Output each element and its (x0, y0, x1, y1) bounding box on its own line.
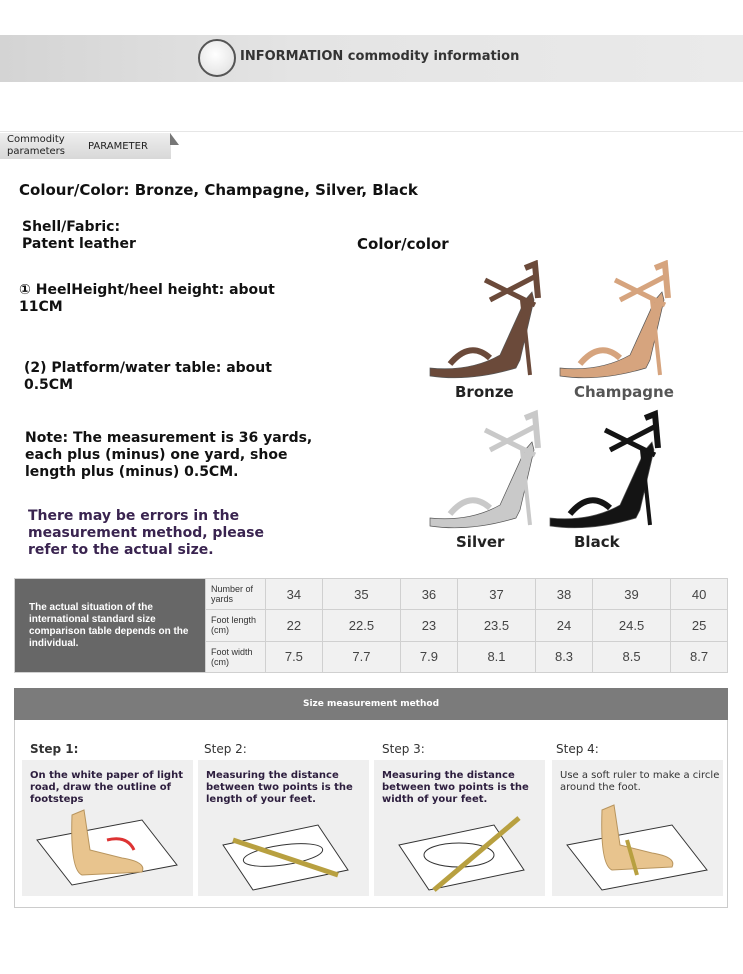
foot-circumference-illustration (552, 800, 723, 896)
cell: 40 (671, 579, 728, 610)
cell: 7.9 (401, 641, 458, 672)
cell: 39 (592, 579, 670, 610)
table-row (15, 579, 728, 610)
row-header: Foot length (cm) (206, 610, 266, 641)
spec-shell-label: Shell/Fabric: (22, 219, 121, 235)
cell: 24.5 (592, 610, 670, 641)
cell: 24 (536, 610, 593, 641)
color-label-black: Black (574, 533, 620, 551)
step-3-card (374, 760, 545, 896)
size-table-note: The actual situation of the international standard size comparison table depends on the individual. (15, 579, 206, 673)
foot-outline-illustration (22, 800, 193, 896)
spec-note: Note: The measurement is 36 yards, each plus (minus) one yard, shoe length plus (minus) 0.5CM. (25, 430, 313, 480)
cell: 8.7 (671, 641, 728, 672)
row-header: Foot width (cm) (206, 641, 266, 672)
cell: 23 (401, 610, 458, 641)
spec-errors: There may be errors in the measurement method, please refer to the actual size. (28, 508, 265, 558)
color-label-champagne: Champagne (574, 383, 674, 401)
cell: 8.3 (536, 641, 593, 672)
row-header: Number of yards (206, 579, 266, 610)
cell: 23.5 (457, 610, 535, 641)
step-3-text: Measuring the distance between two points is the width of your feet. (382, 770, 529, 805)
step-1-card (22, 760, 193, 896)
step-4-text: Use a soft ruler to make a circle around the foot. (560, 770, 720, 793)
cell: 22.5 (322, 610, 400, 641)
step-2-text: Measuring the distance between two points is the length of your feet. (206, 770, 353, 805)
cell: 36 (401, 579, 458, 610)
foot-length-illustration (198, 800, 369, 896)
cell: 7.5 (266, 641, 323, 672)
color-label-silver: Silver (456, 533, 505, 551)
circle-icon (198, 39, 236, 77)
color-label-bronze: Bronze (455, 383, 514, 401)
cell: 37 (457, 579, 535, 610)
size-table (14, 578, 728, 673)
tab-tag: PARAMETER (88, 141, 148, 152)
header-title: INFORMATION commodity information (240, 49, 520, 64)
step-4-label: Step 4: (556, 742, 599, 756)
cell: 38 (536, 579, 593, 610)
cell: 35 (322, 579, 400, 610)
cell: 7.7 (322, 641, 400, 672)
foot-width-illustration (374, 800, 545, 896)
sandal-black (550, 414, 658, 528)
measurement-title: Size measurement method (14, 688, 728, 720)
cell: 25 (671, 610, 728, 641)
cell: 22 (266, 610, 323, 641)
step-2-label: Step 2: (204, 742, 247, 756)
sandal-champagne (560, 264, 668, 378)
spec-color: Colour/Color: Bronze, Champagne, Silver, Black (19, 181, 418, 199)
spec-shell-value: Patent leather (22, 236, 136, 252)
spec-platform: (2) Platform/water table: about 0.5CM (24, 360, 272, 393)
colors-title: Color/color (357, 235, 449, 253)
cell: 8.5 (592, 641, 670, 672)
cell: 34 (266, 579, 323, 610)
parameter-tab (0, 133, 171, 159)
step-3-label: Step 3: (382, 742, 425, 756)
sandal-silver (430, 414, 538, 528)
step-4-card (552, 760, 723, 896)
sandal-bronze (430, 264, 538, 378)
step-1-text: On the white paper of light road, draw the outline of footsteps (30, 770, 183, 805)
divider (0, 131, 743, 132)
triangle-icon (170, 133, 179, 145)
spec-heel: ① HeelHeight/heel height: about 11CM (19, 282, 275, 315)
step-1-label: Step 1: (30, 742, 79, 756)
tab-label: Commodity parameters (7, 134, 66, 157)
step-2-card (198, 760, 369, 896)
cell: 8.1 (457, 641, 535, 672)
